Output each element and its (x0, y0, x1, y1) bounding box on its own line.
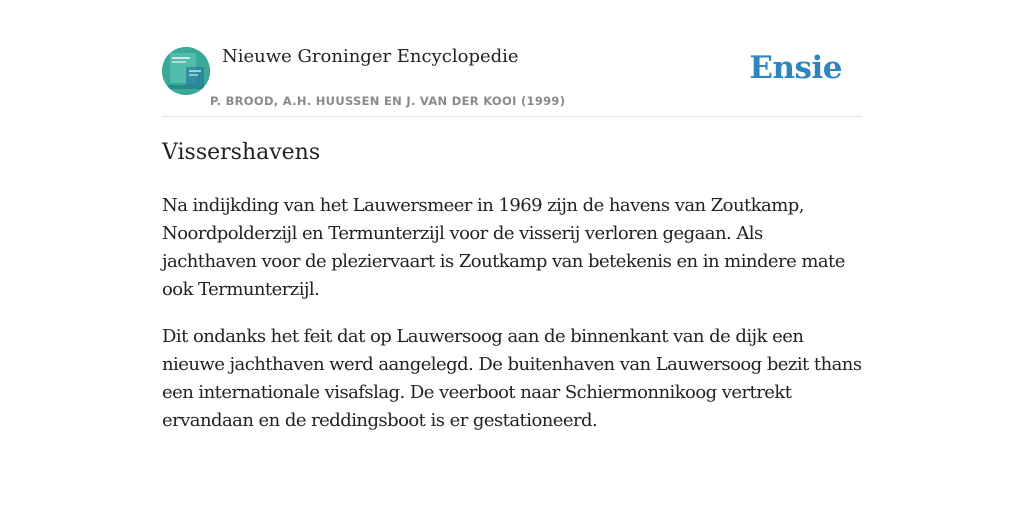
book-cover-image[interactable] (162, 47, 210, 95)
source-header (162, 44, 862, 117)
entry-title: Vissershavens (162, 140, 321, 165)
book-cover-icon (162, 47, 210, 95)
book-authors: P. BROOD, A.H. HUUSSEN EN J. VAN DER KOOI (1999) (210, 94, 566, 108)
entry-body (162, 192, 862, 454)
paragraph-2: Dit ondanks het feit dat op Lauwersoog aan de binnenkant van de dijk een nieuwe jachthaven werd aangelegd. De buitenhaven van Lauwersoog bezit thans een internationale visafslag. De veerboot naar Schiermonnikoog vertrekt ervandaan en de reddingsboot is er gestationeerd. (162, 326, 862, 431)
book-title[interactable]: Nieuwe Groninger Encyclopedie (222, 46, 519, 67)
ensie-logo[interactable]: Ensie (749, 50, 842, 86)
paragraph-1: Na indijkding van het Lauwersmeer in 1969 zijn de havens van Zoutkamp, Noordpolderzijl en Termunterzijl voor de visserij verloren gegaan. Als jachthaven voor de pleziervaart is Zoutkamp van betekenis en in mindere mate ook Termunterzijl. (162, 195, 845, 300)
